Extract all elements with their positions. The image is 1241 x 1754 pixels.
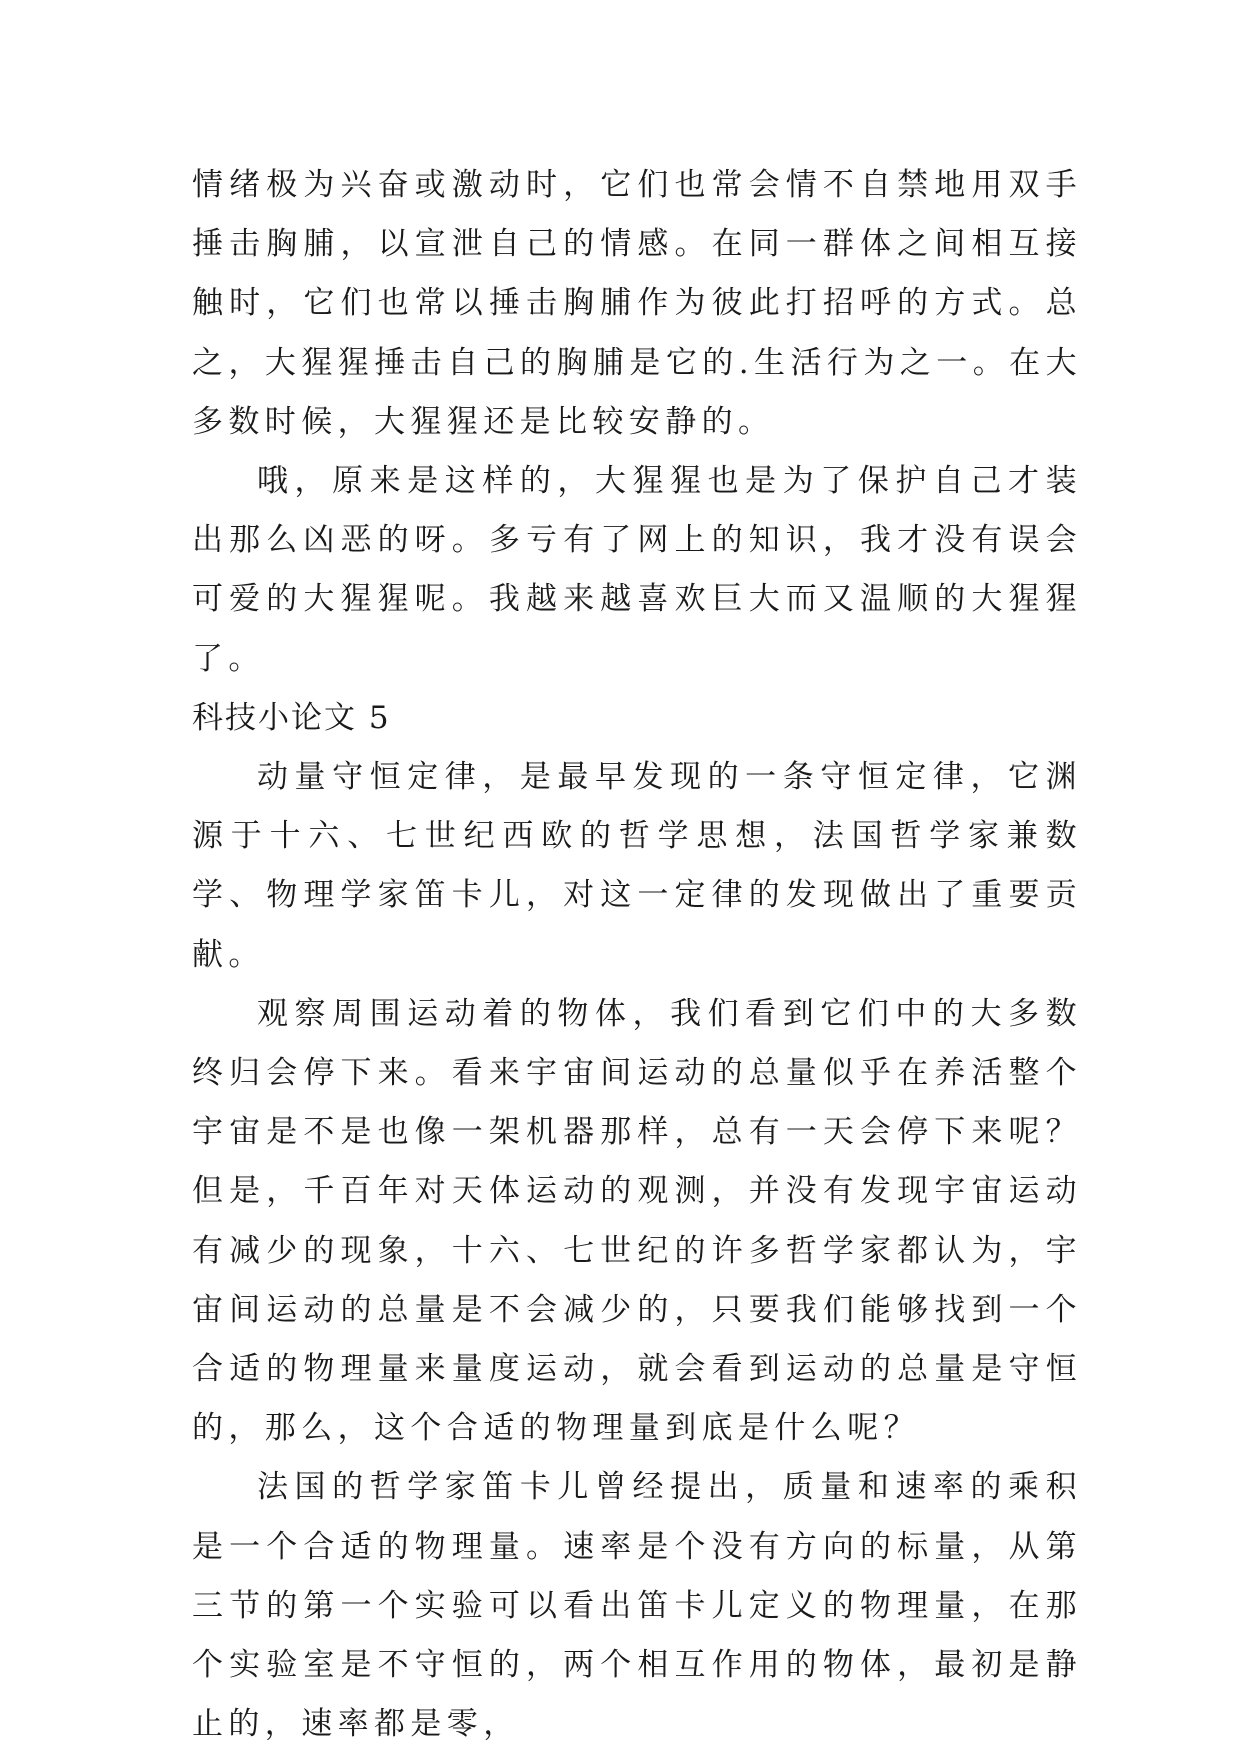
paragraph-gorilla-conclusion: 哦，原来是这样的，大猩猩也是为了保护自己才装出那么凶恶的呀。多亏有了网上的知识，我才没有误会可爱的大猩猩呢。我越来越喜欢巨大而又温顺的大猩猩了。 [192,463,1082,677]
document-page [192,156,1082,1754]
section-heading: 科技小论文 5 [192,699,391,736]
paragraph-descartes: 法国的哲学家笛卡儿曾经提出，质量和速率的乘积是一个合适的物理量。速率是个没有方向的标量，从第三节的第一个实验可以看出笛卡儿定义的物理量，在那个实验室是不守恒的，两个相互作用的物体，最初是静止的，速率都是零， [192,1469,1082,1743]
paragraph-gorilla-chest: 情绪极为兴奋或激动时，它们也常会情不自禁地用双手捶击胸脯，以宣泄自己的情感。在同一群体之间相互接触时，它们也常以捶击胸脯作为彼此打招呼的方式。总之，大猩猩捶击自己的胸脯是它的.生活行为之一。在大多数时候，大猩猩还是比较安静的。 [192,167,1082,440]
paragraph-momentum-intro: 动量守恒定律，是最早发现的一条守恒定律，它渊源于十六、七世纪西欧的哲学思想，法国哲学家兼数学、物理学家笛卡儿，对这一定律的发现做出了重要贡献。 [192,759,1082,973]
paragraph-momentum-observation: 观察周围运动着的物体，我们看到它们中的大多数终归会停下来。看来宇宙间运动的总量似乎在养活整个宇宙是不是也像一架机器那样，总有一天会停下来呢？但是，千百年对天体运动的观测，并没有发现宇宙运动有减少的现象，十六、七世纪的许多哲学家都认为，宇宙间运动的总量是不会减少的，只要我们能够找到一个合适的物理量来量度运动，就会看到运动的总量是守恒的，那么，这个合适的物理量到底是什么呢？ [192,995,1082,1447]
